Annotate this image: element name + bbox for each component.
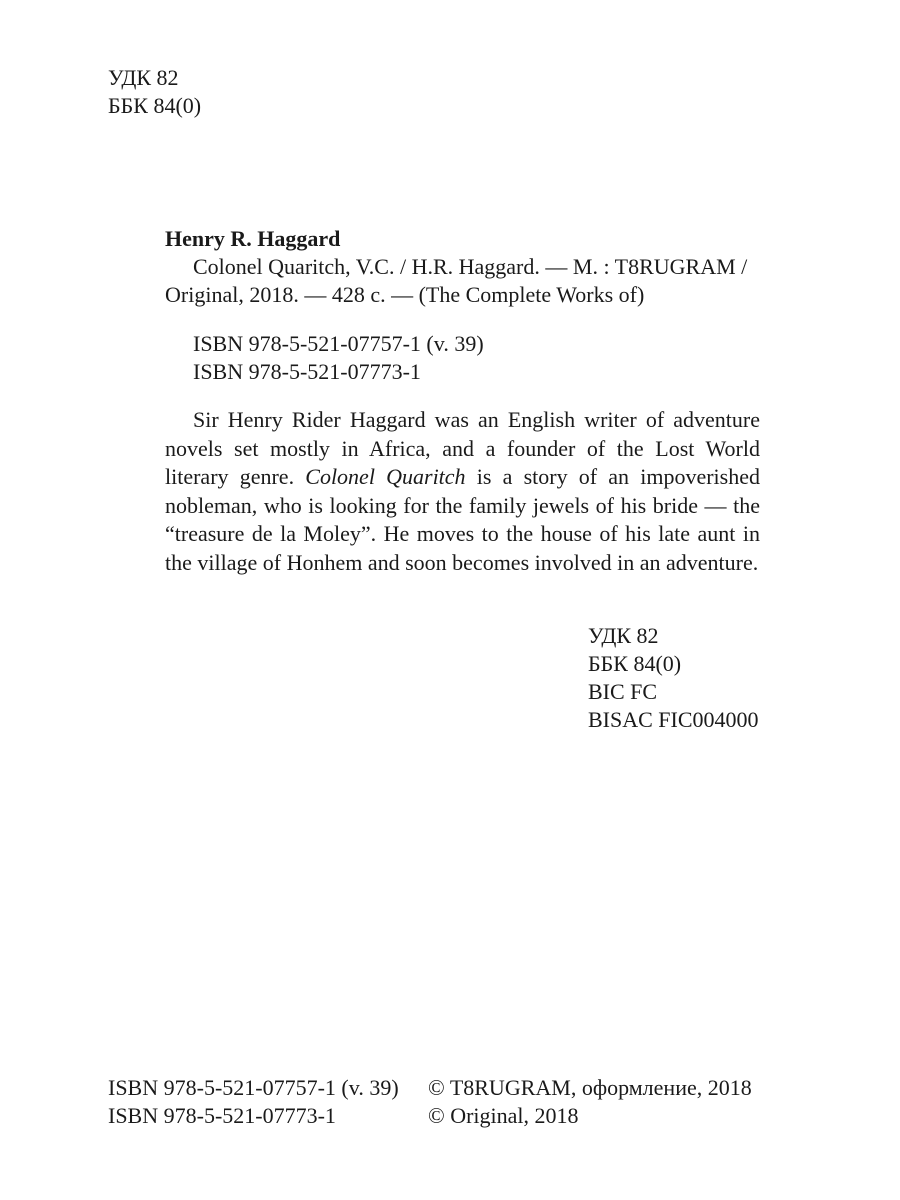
footer-row-2 xyxy=(108,1102,768,1130)
author-name: Henry R. Haggard xyxy=(165,226,341,251)
isbn-volume: ISBN 978-5-521-07757-1 (v. 39) xyxy=(193,331,484,356)
footer-isbn-volume: ISBN 978-5-521-07757-1 (v. 39) xyxy=(108,1075,399,1100)
footer-isbn-copyright xyxy=(108,1074,768,1130)
bic-code: BIC FC xyxy=(588,679,658,704)
annotation-text-part-2: is a story of an impoverished nobleman, who is looking for the family jewels of his bride — the “treasure de la Moley”. He moves to the house of his late aunt in the village of Honhem and soon becomes involved in an adventure. xyxy=(165,464,760,575)
isbn-series: ISBN 978-5-521-07773-1 xyxy=(193,359,421,384)
udk-code: УДК 82 xyxy=(108,65,179,90)
bbk-code: ББК 84(0) xyxy=(108,93,202,118)
bisac-code: BISAC FIC004000 xyxy=(588,707,759,732)
bibliographic-record xyxy=(165,225,760,309)
record-description-line-2: Original, 2018. — 428 с. — (The Complete Works of) xyxy=(165,282,645,307)
footer-copyright-original: © Original, 2018 xyxy=(428,1103,579,1128)
footer-copyright-publisher: © T8RUGRAM, оформление, 2018 xyxy=(428,1075,752,1100)
top-classification-codes xyxy=(108,64,201,120)
udk-code-right: УДК 82 xyxy=(588,623,659,648)
annotation-book-title: Colonel Quaritch xyxy=(305,464,466,489)
annotation-paragraph xyxy=(165,406,760,577)
right-classification-codes xyxy=(588,622,759,734)
bbk-code-right: ББК 84(0) xyxy=(588,651,682,676)
annotation-text-part-1: Sir Henry Rider Haggard was an English writer of adventure novels set mostly in Africa, and a founder of the Lost World literary genre. xyxy=(165,407,760,489)
footer-row-1 xyxy=(108,1074,768,1102)
isbn-block xyxy=(193,330,484,386)
footer-isbn-series: ISBN 978-5-521-07773-1 xyxy=(108,1103,336,1128)
record-description-line-1: Colonel Quaritch, V.C. / H.R. Haggard. — M. : T8RUGRAM / xyxy=(193,254,748,279)
